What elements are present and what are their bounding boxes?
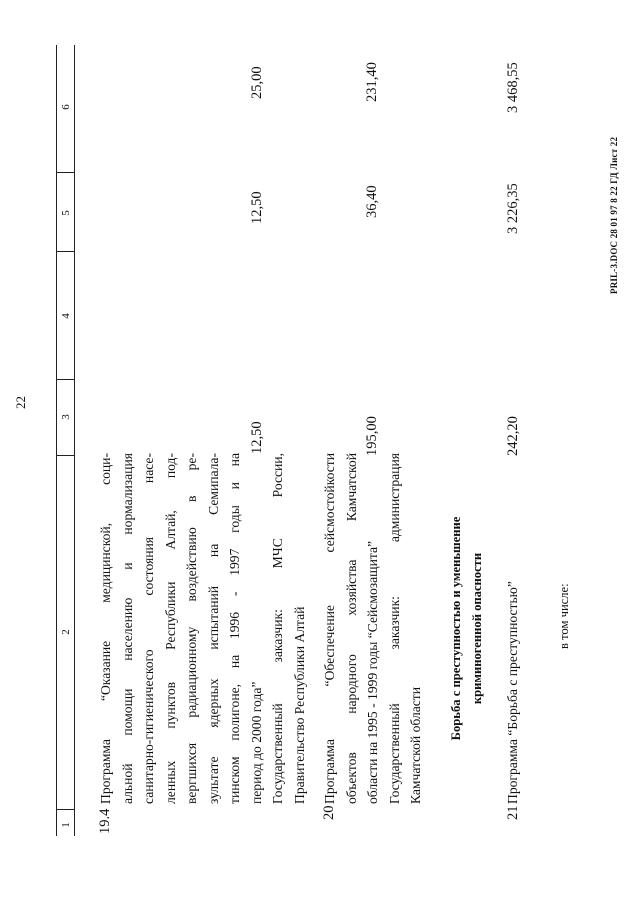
cell-col5: 36,40	[364, 185, 380, 218]
row-description: Программа “Обеспечение сейсмостойкости объектов народного хозяйства Камчатской области на 1995 - 1999 годы “Сейсмозащита” Государственный заказчик: администрация Камчатской области	[322, 453, 423, 804]
cell-col3: 195,00	[364, 416, 380, 456]
cell-col6: 3 468,55	[505, 62, 521, 113]
cell-col6: 25,00	[249, 66, 265, 99]
column-divider	[56, 809, 74, 810]
row-description: Программа “Борьба с преступностью”	[505, 581, 520, 804]
column-header: 4	[60, 313, 72, 319]
row-number: 19.4	[97, 808, 113, 834]
section-heading: Борьба с преступностью и уменьшение криминогенной опасности	[449, 516, 484, 741]
cell-col3: 12,50	[249, 421, 265, 454]
row-number: 20	[321, 805, 337, 820]
cell-col3: 242,20	[505, 416, 521, 456]
column-divider	[56, 172, 74, 173]
cell-col5: 3 226,35	[505, 183, 521, 234]
document-footer: PRIL-3.DOC 28 01 97 8 22 ГД Лист 22	[609, 136, 619, 294]
column-divider	[56, 455, 74, 456]
column-divider	[56, 251, 74, 252]
subheading: в том числе:	[557, 583, 571, 649]
page-number: 22	[13, 396, 28, 409]
row-number: 21	[505, 805, 521, 820]
column-header: 2	[60, 629, 72, 635]
table-header-border	[74, 45, 75, 836]
table-top-border	[56, 45, 57, 836]
column-header: 6	[60, 104, 72, 110]
cell-col5: 12,50	[249, 191, 265, 224]
column-divider	[56, 379, 74, 380]
column-header: 3	[60, 414, 72, 420]
column-header: 5	[60, 210, 72, 216]
column-header: 1	[60, 822, 72, 828]
cell-col6: 231,40	[364, 62, 380, 102]
row-description: Программа “Оказание медицинской, соци- альной помощи населению и нормализация санитарно-гигиенического состояния насе- ленных пунктов Республики Алтай, под- вергшихся радиационному воздействию в ре- зультате ядерных испытаний на Семипала- тинском полигоне, на 1996 - 1997 годы и на период до 2000 года” Государственный заказчик: МЧС России, Правительство Республики Алтай	[98, 453, 307, 804]
